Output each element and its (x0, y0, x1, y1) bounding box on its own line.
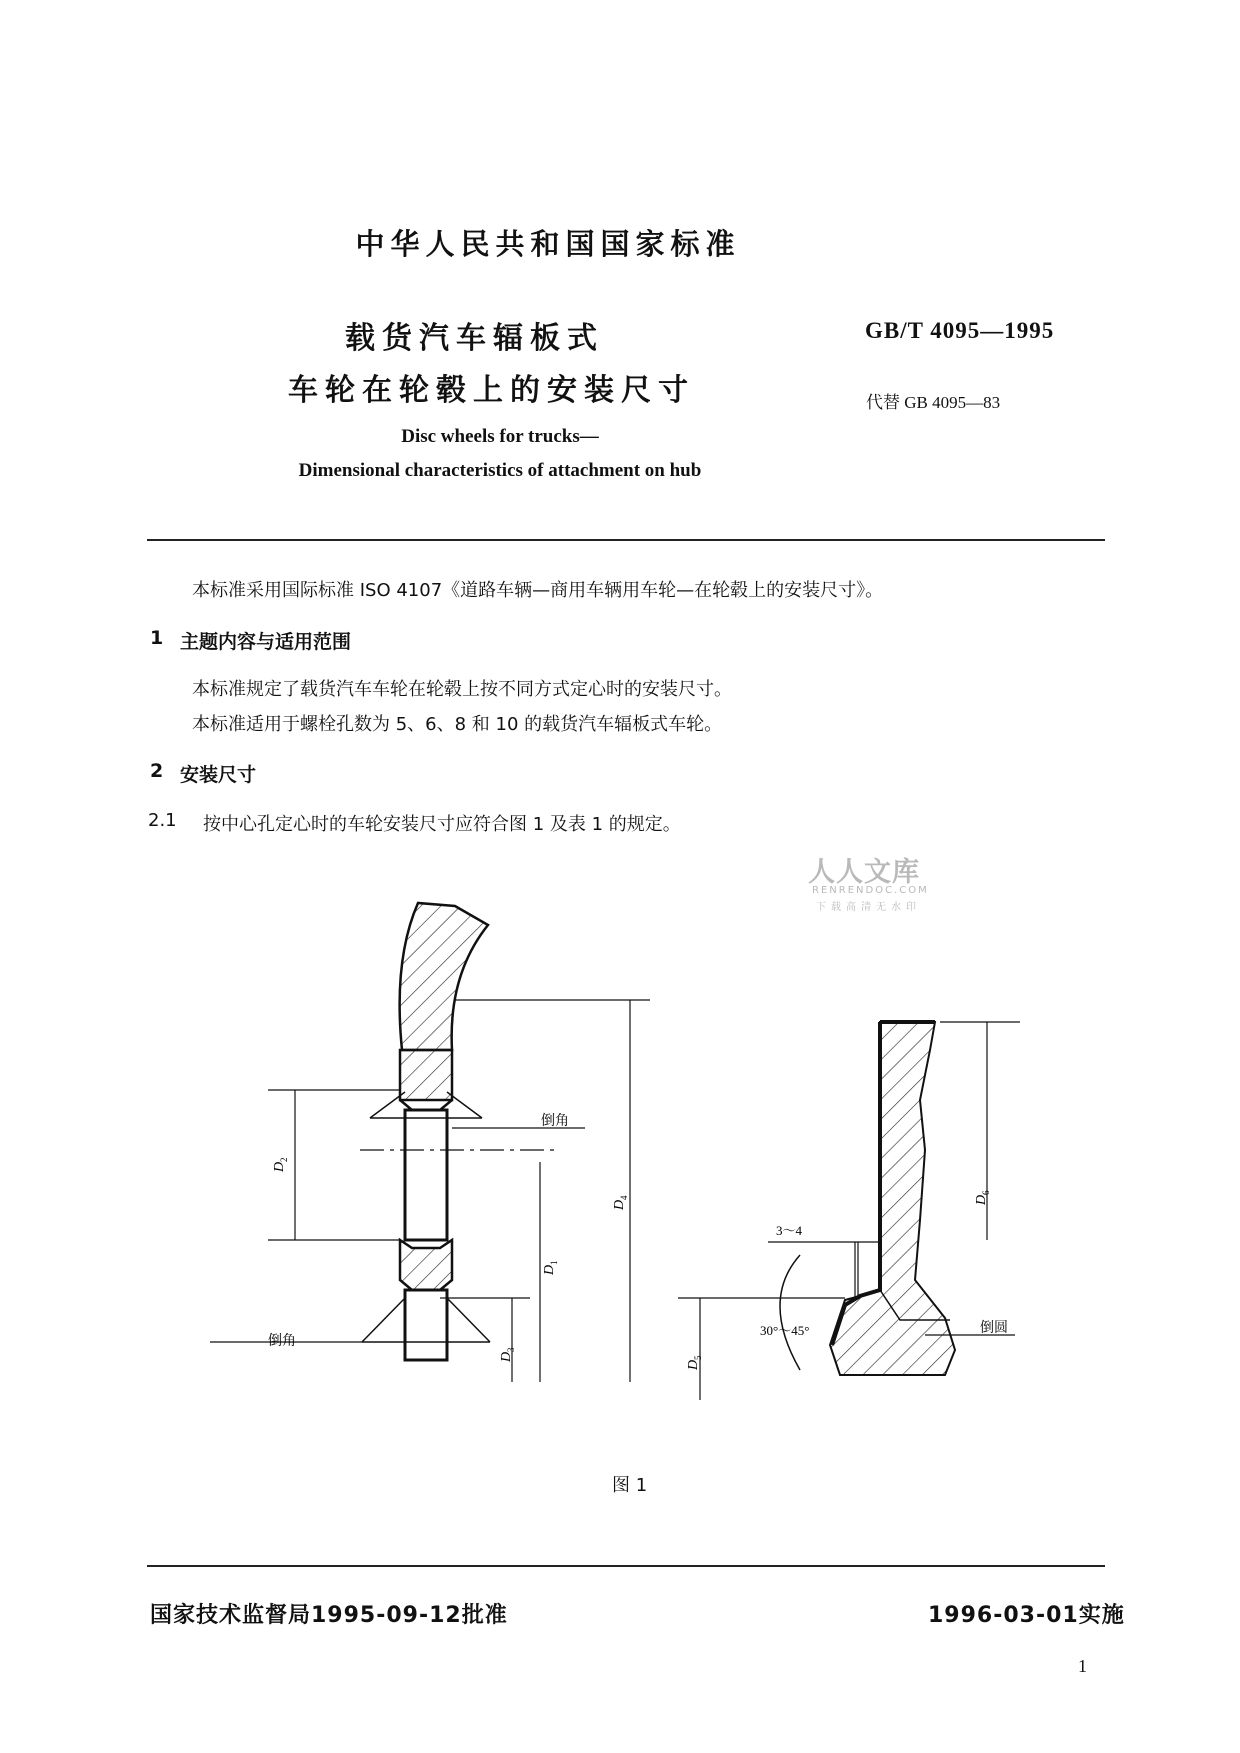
approval-line: 国家技术监督局1995-09-12批准 (150, 1603, 508, 1628)
watermark-logo: 人人文库 (808, 857, 920, 888)
disc-curved-section (400, 903, 488, 1050)
section-1-number: 1 (150, 627, 164, 649)
svg-text:6: 6 (981, 1190, 991, 1195)
left-section-view (210, 903, 650, 1382)
svg-text:D: D (686, 1359, 701, 1370)
section-1-title: 主题内容与适用范围 (180, 631, 352, 653)
intro-paragraph: 本标准采用国际标准 ISO 4107《道路车辆—商用车辆用车轮—在轮毂上的安装尺寸》。 (192, 580, 884, 601)
implementation-date: 1996-03-01实施 (928, 1603, 1125, 1628)
section-1-paragraph-2: 本标准适用于螺栓孔数为 5、6、8 和 10 的载货汽车辐板式车轮。 (192, 714, 723, 735)
disc-web-upper (400, 1050, 452, 1100)
svg-text:1: 1 (549, 1260, 559, 1265)
hub-section (830, 1022, 955, 1375)
label-round: 倒圆 (980, 1321, 1008, 1336)
label-d5 (686, 1355, 703, 1371)
title-line-1: 载货汽车辐板式 (345, 321, 604, 356)
title-line-2: 车轮在轮毂上的安装尺寸 (288, 373, 695, 408)
section-1-paragraph-1: 本标准规定了载货汽车车轮在轮毂上按不同方式定心时的安装尺寸。 (192, 679, 732, 700)
section-2-title: 安装尺寸 (180, 764, 257, 786)
svg-text:4: 4 (619, 1195, 629, 1200)
label-d6 (974, 1190, 991, 1206)
svg-text:2: 2 (279, 1157, 289, 1162)
figure-caption: 图 1 (612, 1475, 648, 1496)
svg-text:D: D (542, 1264, 557, 1275)
svg-text:D: D (272, 1161, 287, 1172)
bolt-hole-upper (405, 1110, 447, 1240)
label-d1 (542, 1261, 559, 1277)
disc-web-middle (400, 1240, 452, 1290)
watermark-domain: RENRENDOC.COM (812, 885, 929, 896)
label-angle: 30°～45° (760, 1323, 810, 1338)
clause-2-1-text: 按中心孔定心时的车轮安装尺寸应符合图 1 及表 1 的规定。 (203, 814, 681, 835)
page-number: 1 (1078, 1656, 1087, 1676)
label-chamfer-top: 倒角 (541, 1114, 569, 1129)
standard-code: GB/T 4095—1995 (865, 318, 1055, 343)
english-title-line-2: Dimensional characteristics of attachment on hub (298, 460, 702, 481)
clause-2-1-number: 2.1 (148, 810, 177, 831)
bolt-hole-lower (405, 1290, 447, 1360)
section-2-number: 2 (150, 760, 164, 782)
replaces-note: 代替 GB 4095—83 (866, 393, 1001, 412)
svg-text:5: 5 (693, 1355, 703, 1360)
svg-text:D: D (612, 1199, 627, 1210)
english-title-line-1: Disc wheels for trucks— (401, 426, 599, 447)
footer-divider (147, 1565, 1105, 1567)
svg-text:D: D (499, 1351, 514, 1362)
label-d4 (612, 1195, 629, 1211)
label-chamfer-bottom: 倒角 (268, 1334, 296, 1349)
label-gap: 3～4 (776, 1223, 803, 1238)
national-standard-heading: 中华人民共和国国家标准 (355, 227, 741, 261)
watermark-slogan: 下载高清无水印 (816, 902, 921, 913)
svg-text:3: 3 (506, 1347, 516, 1352)
svg-text:D: D (974, 1194, 989, 1205)
label-d3 (499, 1347, 516, 1363)
label-d2 (272, 1158, 289, 1174)
right-section-view (678, 1022, 1020, 1400)
